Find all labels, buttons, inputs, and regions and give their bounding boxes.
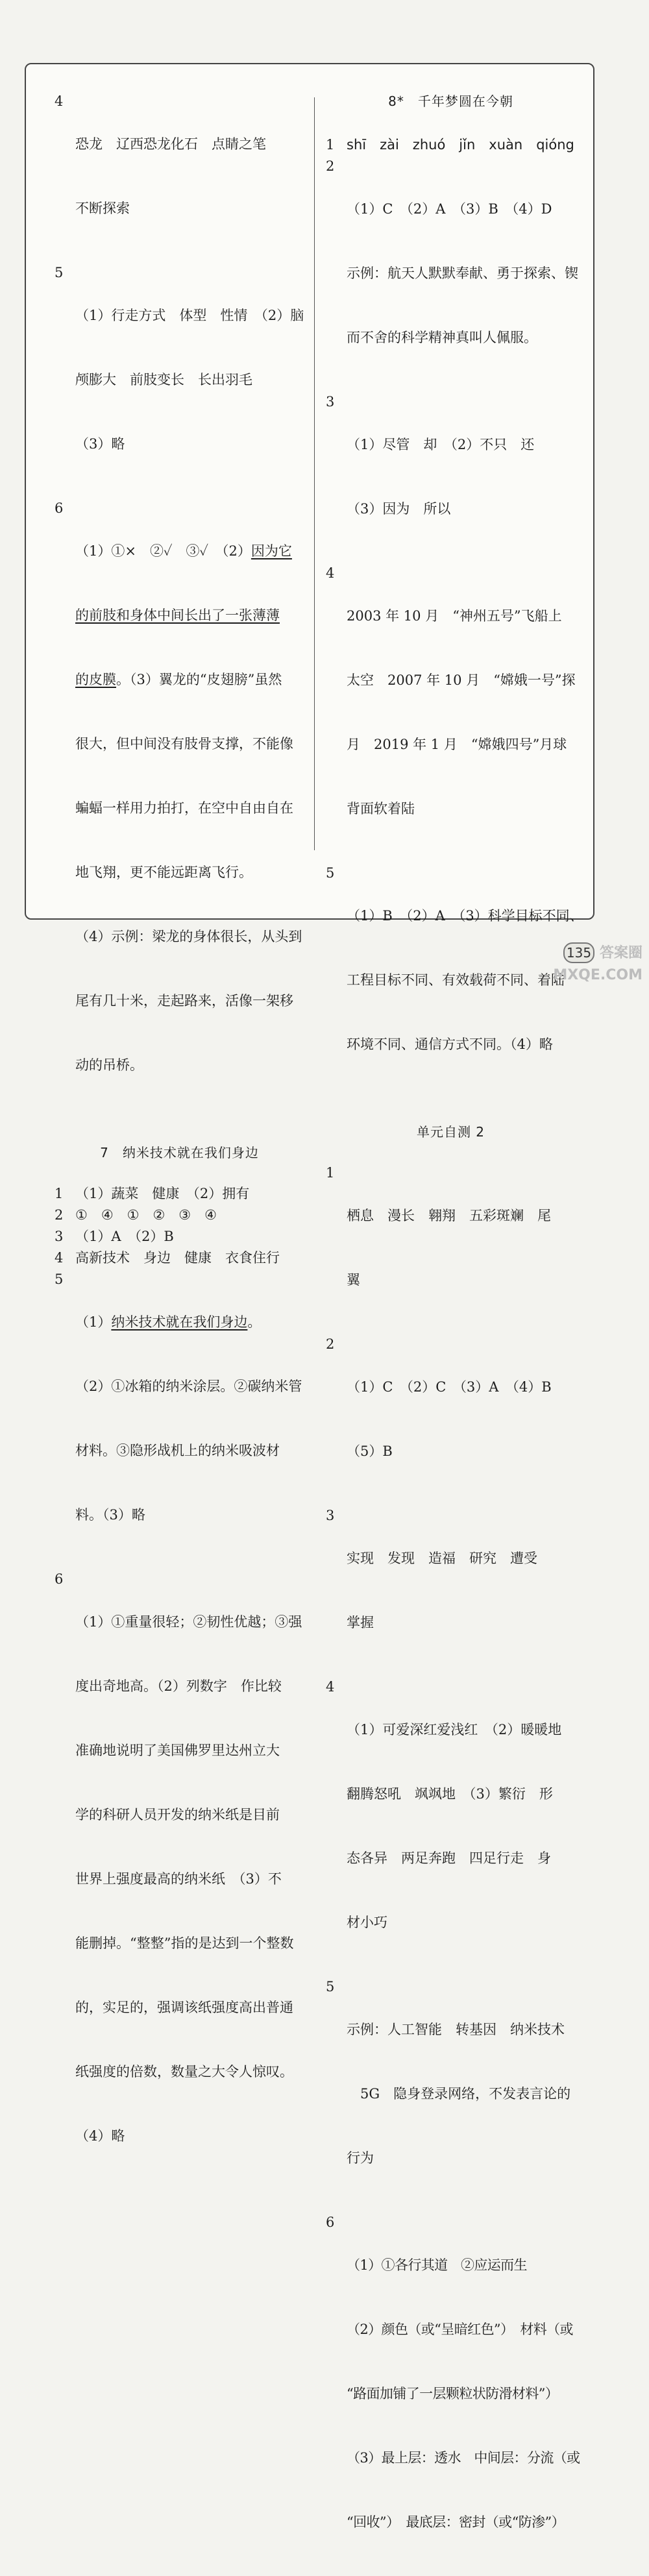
answer-line: （3）最上层：透水 中间层：分流（或 bbox=[347, 2450, 580, 2466]
item-number: 2 bbox=[326, 158, 335, 174]
answer-line: 工程目标不同、有效载荷不同、着陆 bbox=[347, 972, 565, 988]
answer-line: “回收”） 最底层：密封（或“防渗”） bbox=[347, 2514, 565, 2530]
answer-text: （1） bbox=[75, 1314, 112, 1330]
answer-line: 翻腾怒吼 飒飒地 （3）繁衍 形 bbox=[347, 1786, 553, 1802]
answer-line: 地飞翔，更不能远距离飞行。 bbox=[75, 865, 252, 880]
answer-item bbox=[326, 134, 576, 156]
section-7-list bbox=[55, 1183, 304, 2190]
answer-line: 尾有几十米，走起路来，活像一架移 bbox=[75, 993, 293, 1009]
underlined-answer: 纳米技术就在我们身边 bbox=[111, 1314, 248, 1330]
answer-line: 度出奇地高。（2）列数字 作比较 bbox=[75, 1678, 282, 1694]
answer-line: 准确地说明了美国佛罗里达州立大 bbox=[75, 1743, 280, 1758]
answer-item bbox=[326, 1334, 576, 1505]
answer-line: 栖息 漫长 翱翔 五彩斑斓 尾 bbox=[347, 1208, 551, 1223]
answer-item bbox=[55, 498, 304, 1119]
answer-line: （2）①冰箱的纳米涂层。②碳纳米管 bbox=[75, 1379, 302, 1394]
answer-line: 翼 bbox=[347, 1272, 360, 1288]
answer-line: ① ④ ① ② ③ ④ bbox=[75, 1207, 217, 1223]
answer-line: 纸强度的倍数，数量之大令人惊叹。 bbox=[75, 2064, 293, 2079]
answer-line: 而不舍的科学精神真叫人佩服。 bbox=[347, 330, 537, 345]
answer-line: 态各异 两足奔跑 四足行走 身 bbox=[347, 1850, 551, 1866]
answer-item bbox=[326, 1162, 576, 1334]
section-heading-unit-test: 单元自测 2 bbox=[416, 1124, 485, 1140]
answer-item bbox=[326, 1976, 576, 2212]
answer-line: 的，实足的，强调该纸强度高出普通 bbox=[75, 2000, 293, 2015]
item-number: 1 bbox=[326, 137, 335, 153]
answer-item bbox=[55, 1183, 304, 1205]
answer-line: （1）C （2）A （3）B （4）D bbox=[347, 201, 552, 217]
answer-line: 实现 发现 造福 研究 遭受 bbox=[347, 1551, 537, 1566]
answer-line: 太空 2007 年 10 月 “嫦娥一号”探 bbox=[347, 672, 576, 688]
underlined-answer: 的皮膜 bbox=[75, 672, 116, 687]
item-number: 4 bbox=[55, 93, 64, 109]
answer-line: 环境不同、通信方式不同。（4）略 bbox=[347, 1037, 553, 1052]
answer-line: 背面软着陆 bbox=[347, 801, 415, 816]
unit-test-list bbox=[326, 1162, 580, 2576]
answer-line: 2003 年 10 月 “神州五号”飞船上 bbox=[347, 608, 562, 624]
answer-line: （1）尽管 却 （2）不只 还 bbox=[347, 437, 535, 452]
answer-line: 材料。③隐形战机上的纳米吸波材 bbox=[75, 1443, 280, 1458]
answer-line: （3）因为 所以 bbox=[347, 501, 451, 517]
underlined-answer: 因为它 bbox=[251, 543, 292, 559]
answer-item bbox=[326, 563, 576, 863]
answer-line: 学的科研人员开发的纳米纸是目前 bbox=[75, 1807, 280, 1822]
left-column bbox=[55, 91, 304, 2190]
answer-item bbox=[326, 1505, 576, 1676]
item-number: 5 bbox=[55, 1271, 64, 1287]
answer-line: 材小巧 bbox=[347, 1915, 387, 1930]
answer-line: 很大，但中间没有肢骨支撑，不能像 bbox=[75, 736, 293, 752]
item-number: 3 bbox=[326, 394, 335, 410]
answer-line: “路面加铺了一层颗粒状防滑材料”） bbox=[347, 2386, 559, 2401]
left-top-list bbox=[55, 91, 304, 1119]
item-number: 4 bbox=[55, 1250, 64, 1266]
item-number: 1 bbox=[326, 1165, 335, 1181]
item-number: 4 bbox=[326, 1679, 335, 1695]
answer-line: 高新技术 身边 健康 衣食住行 bbox=[75, 1250, 280, 1266]
answer-line: （1）B （2）A （3）科学目标不同、 bbox=[347, 908, 583, 924]
answer-item bbox=[55, 262, 304, 498]
answer-item bbox=[326, 391, 576, 563]
answer-line: 料。（3）略 bbox=[75, 1507, 145, 1523]
item-number: 5 bbox=[326, 1979, 335, 1994]
answer-text: 。（3）翼龙的“皮翅膀”虽然 bbox=[116, 672, 282, 687]
answer-text: 。 bbox=[247, 1314, 262, 1330]
item-number: 1 bbox=[55, 1186, 64, 1201]
page-number: 135 bbox=[563, 942, 594, 963]
answer-line: 月 2019 年 1 月 “嫦娥四号”月球 bbox=[347, 737, 567, 752]
answer-line: 示例：航天人默默奉献、勇于探索、锲 bbox=[347, 265, 578, 281]
answer-line: （1）行走方式 体型 性情 （2）脑 bbox=[75, 308, 304, 323]
item-number: 6 bbox=[326, 2214, 335, 2230]
answer-line: 蝙蝠一样用力拍打，在空中自由自在 bbox=[75, 800, 293, 816]
item-number: 5 bbox=[55, 265, 64, 280]
answer-item bbox=[55, 1569, 304, 2190]
answer-line: （4）示例：梁龙的身体很长，从头到 bbox=[75, 929, 302, 944]
answer-line: 掌握 bbox=[347, 1615, 374, 1630]
answer-line: （3）略 bbox=[75, 436, 125, 452]
column-divider bbox=[314, 97, 315, 850]
answer-line: 不断探索 bbox=[75, 201, 130, 216]
answer-line: 5G 隐身登录网络，不发表言论的 bbox=[347, 2086, 571, 2102]
answer-item bbox=[55, 91, 304, 262]
answer-line: （1）可爱深红爱浅红 （2）暖暖地 bbox=[347, 1722, 562, 1737]
section-heading-8: 8* 千年梦圆在今朝 bbox=[388, 93, 513, 109]
item-number: 6 bbox=[55, 500, 64, 516]
answer-item bbox=[326, 156, 576, 391]
answer-item bbox=[326, 1676, 576, 1976]
answer-item bbox=[55, 1226, 304, 1247]
answer-item bbox=[55, 1247, 304, 1269]
answer-line: 动的吊桥。 bbox=[75, 1057, 143, 1073]
answer-line: （2）颜色（或“呈暗红色”） 材料（或 bbox=[347, 2322, 573, 2337]
answer-line: 行为 bbox=[347, 2150, 374, 2166]
item-number: 6 bbox=[55, 1571, 64, 1587]
answer-line: （4）略 bbox=[75, 2128, 125, 2144]
answer-line: （1）①重量很轻；②韧性优越；③强 bbox=[75, 1614, 302, 1630]
item-number: 2 bbox=[326, 1336, 335, 1352]
answer-line: 示例：人工智能 转基因 纳米技术 bbox=[347, 2022, 565, 2037]
watermark-logo: 答案圈 MXQE.COM bbox=[553, 945, 643, 983]
answer-item bbox=[55, 1269, 304, 1569]
item-number: 5 bbox=[326, 865, 335, 881]
answer-line: （5）B bbox=[347, 1443, 393, 1459]
answer-item bbox=[55, 1205, 304, 1226]
answer-line: （1）C （2）C （3）A （4）B bbox=[347, 1379, 552, 1395]
answer-line: 世界上强度最高的纳米纸 （3）不 bbox=[75, 1871, 282, 1887]
answer-line: （1）①各行其道 ②应运而生 bbox=[347, 2257, 527, 2273]
answer-line: 能删掉。“整整”指的是达到一个整数 bbox=[75, 1935, 294, 1951]
item-number: 3 bbox=[326, 1508, 335, 1523]
answer-line: （1）蔬菜 健康 （2）拥有 bbox=[75, 1186, 250, 1201]
answer-text: （1）①× ②✓ ③✓ （2） bbox=[75, 543, 251, 559]
item-number: 4 bbox=[326, 565, 335, 581]
item-number: 2 bbox=[55, 1207, 64, 1223]
answer-line: （1）A （2）B bbox=[75, 1229, 174, 1244]
underlined-answer: 的前肢和身体中间长出了一张薄薄 bbox=[75, 607, 280, 623]
answer-line: 恐龙 辽西恐龙化石 点睛之笔 bbox=[75, 136, 266, 152]
answer-item bbox=[326, 2212, 580, 2576]
answer-line: shī zài zhuó jǐn xuàn qióng bbox=[347, 137, 574, 153]
answer-line: 颅膨大 前肢变长 长出羽毛 bbox=[75, 372, 252, 387]
item-number: 3 bbox=[55, 1229, 64, 1244]
section-heading-7: 7 纳米技术就在我们身边 bbox=[100, 1145, 259, 1160]
